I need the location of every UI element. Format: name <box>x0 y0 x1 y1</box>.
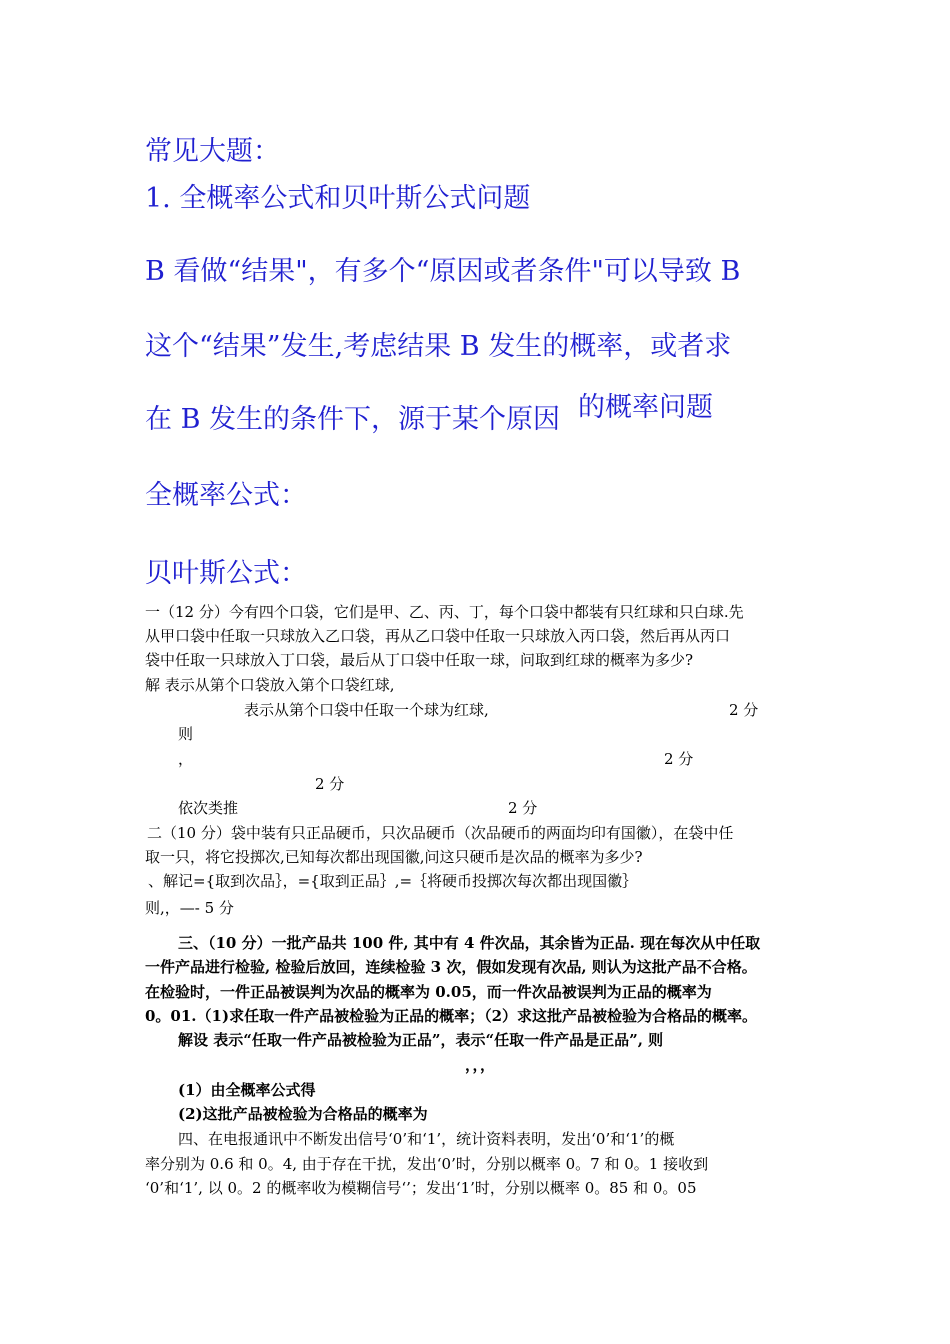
problem3-line-4: 0。01.（1)求任取一件产品被检验为正品的概率；（2）求这批产品被检验为合格品的概率。 <box>145 1007 758 1025</box>
problem4-line-3: ‘0’和‘1’, 以 0。2 的概率收为模糊信号‘’；发出‘1’时，分别以概率 0。85 和 0。05 <box>145 1179 697 1197</box>
intro-line-3b: 的概率问题 <box>578 392 713 423</box>
problem2-line-2: 取一只，将它投掷次,已知每次都出现国徽,问这只硬币是次品的概率为多少? <box>145 848 643 866</box>
bayes-label: 贝叶斯公式： <box>145 558 307 589</box>
topic-title: 1. 全概率公式和贝叶斯公式问题 <box>145 183 531 214</box>
problem2-line-4: 则,，—- 5 分 <box>145 899 234 917</box>
problem2-solution: 、解记={取到次品｝，={取到正品｝,=｛将硬币投掷次每次都出现国徽｝ <box>148 872 638 890</box>
problem1-line-6: 则 <box>178 725 194 743</box>
intro-line-1: B 看做“结果"，有多个“原因或者条件"可以导致 B <box>145 256 741 287</box>
problem3-line-7: (1）由全概率公式得 <box>178 1081 316 1099</box>
problem3-line-3: 在检验时，一件正品被误判为次品的概率为 0.05，而一件次品被误判为正品的概率为 <box>145 983 712 1001</box>
score-label: 2 分 <box>508 799 538 817</box>
problem1-line-2: 从甲口袋中任取一只球放入乙口袋，再从乙口袋中任取一只球放入丙口袋，然后再从丙口 <box>145 627 731 645</box>
problem1-line-3: 袋中任取一只球放入丁口袋，最后从丁口袋中任取一球，问取到红球的概率为多少? <box>145 651 694 669</box>
problem4-line-1: 四、在电报通讯中不断发出信号‘0’和‘1’，统计资料表明，发出‘0’和‘1’的概 <box>178 1130 675 1148</box>
problem2-line-1: 二（10 分）袋中装有只正品硬币，只次品硬币（次品硬币的两面均印有国徽），在袋中任 <box>147 824 734 842</box>
problem1-solution: 解 表示从第个口袋放入第个口袋红球, <box>145 676 395 694</box>
section-title: 常见大题： <box>145 136 280 167</box>
problem1-line-9: 依次类推 <box>178 799 239 817</box>
problem3-solution: 解设 表示“任取一件产品被检验为正品”，表示“任取一件产品是正品”, 则 <box>178 1031 664 1049</box>
problem1-line-1: 一（12 分）今有四个口袋，它们是甲、乙、丙、丁，每个口袋中都装有只红球和只白球.先 <box>145 603 744 621</box>
problem1-line-5: 表示从第个口袋中任取一个球为红球, <box>244 701 489 719</box>
score-label: 2 分 <box>729 701 759 719</box>
problem3-line-1: 三、（10 分）一批产品共 100 件, 其中有 4 件次品，其余皆为正品. 现在每次从中任取 <box>178 934 761 952</box>
intro-line-2: 这个“结果”发生,考虑结果 B 发生的概率，或者求 <box>145 331 732 362</box>
problem3-line-6: ，，， <box>465 1056 496 1074</box>
score-label: 2 分 <box>315 775 345 793</box>
intro-line-3a: 在 B 发生的条件下，源于某个原因 <box>145 404 561 435</box>
problem3-line-2: 一件产品进行检验, 检验后放回，连续检验 3 次，假如发现有次品, 则认为这批产品不合格。 <box>145 958 757 976</box>
problem1-line-7: ， <box>178 750 194 768</box>
score-label: 2 分 <box>664 750 694 768</box>
problem3-line-8: (2)这批产品被检验为合格品的概率为 <box>178 1105 428 1123</box>
problem4-line-2: 率分别为 0.6 和 0。4, 由于存在干扰，发出‘0’时，分别以概率 0。7 和 0。1 接收到 <box>145 1155 709 1173</box>
total-probability-label: 全概率公式： <box>145 480 307 511</box>
